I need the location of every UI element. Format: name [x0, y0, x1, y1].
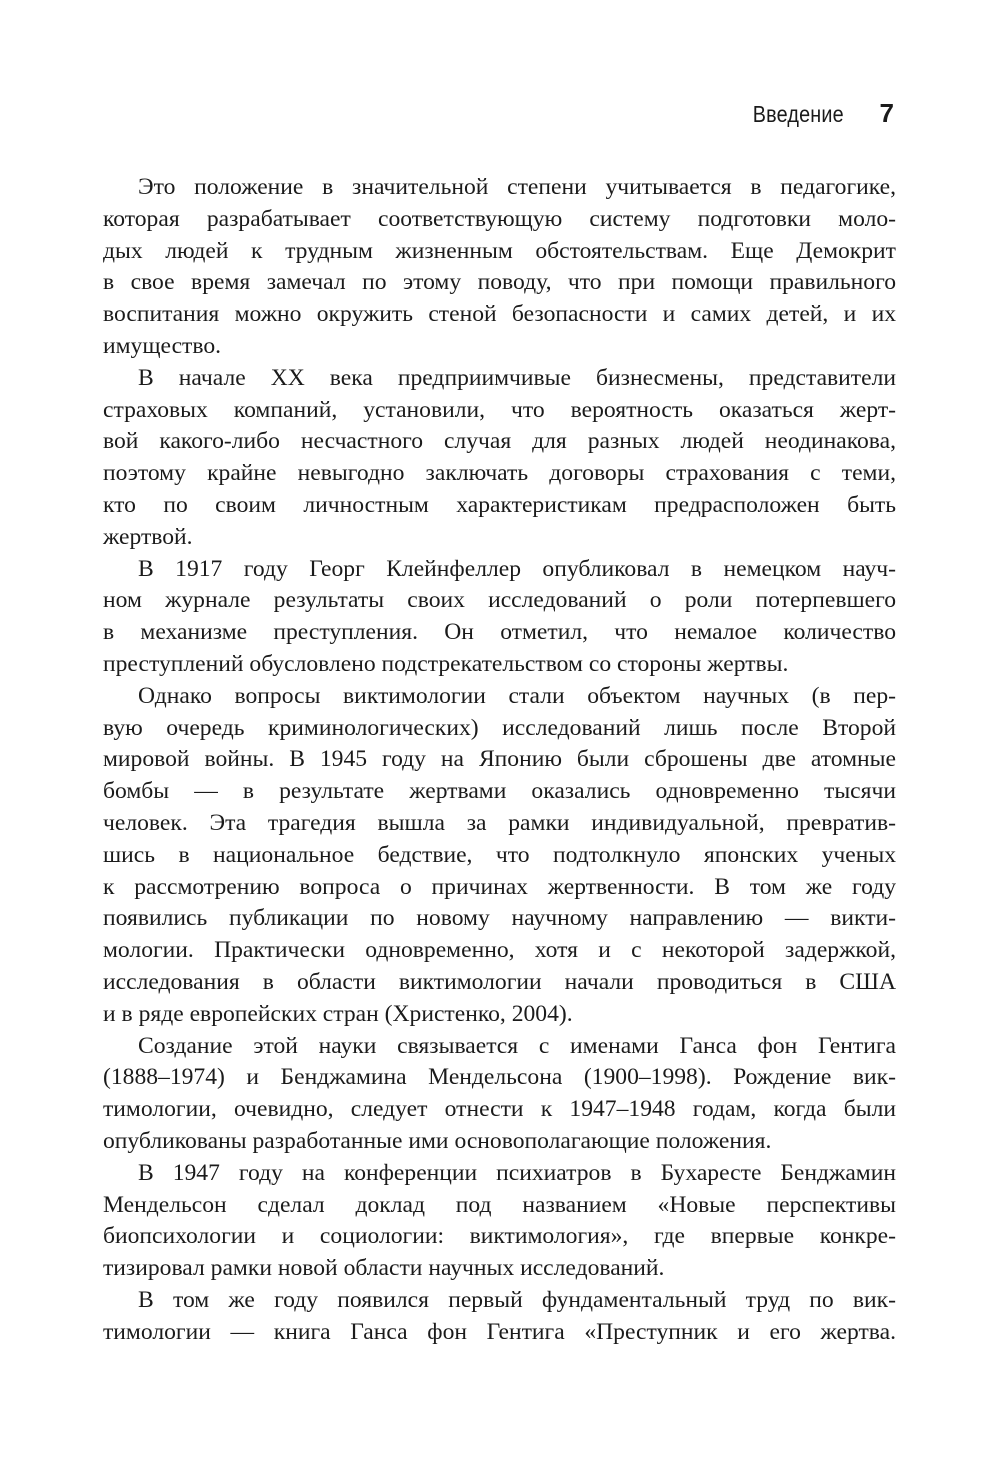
- section-title: Введение: [752, 101, 844, 127]
- text-line: шись в национальное бедствие, что подтолкнуло японских ученых: [103, 841, 896, 868]
- text-line: Создание этой науки связывается с именами Ганса фон Гентига: [138, 1032, 896, 1059]
- text-line: вой какого-либо несчастного случая для разных людей неодинакова,: [103, 428, 896, 455]
- text-line: воспитания можно окружить стеной безопасности и самих детей, и их: [103, 301, 896, 328]
- text-line: в свое время замечал по этому поводу, что при помощи правильного: [103, 269, 896, 296]
- paragraph: [103, 363, 896, 554]
- paragraph: [103, 1031, 896, 1158]
- text-line: появились публикации по новому научному направлению — викти-: [103, 905, 896, 932]
- text-line: вую очередь криминологических) исследований лишь после Второй: [103, 714, 896, 741]
- text-line: тимологии, очевидно, следует отнести к 1947–1948 годам, когда были: [103, 1096, 896, 1123]
- text-line: мологии. Практически одновременно, хотя и с некоторой задержкой,: [103, 937, 896, 964]
- text-line: тизировал рамки новой области научных исследований.: [103, 1255, 665, 1282]
- text-line: мировой войны. В 1945 году на Японию были сброшены две атомные: [103, 746, 896, 773]
- text-line: и в ряде европейских стран (Христенко, 2004).: [103, 1000, 573, 1027]
- running-header: [738, 98, 894, 129]
- body-text: [103, 172, 896, 1348]
- text-line: Это положение в значительной степени учитывается в педагогике,: [138, 174, 896, 200]
- text-line: человек. Эта трагедия вышла за рамки индивидуальной, превратив-: [103, 809, 896, 836]
- text-line: в механизме преступления. Он отметил, что немалое количество: [103, 619, 896, 646]
- paragraph: [103, 1285, 896, 1349]
- text-line: преступлений обусловлено подстрекательством со стороны жертвы.: [103, 650, 789, 677]
- paragraph: [103, 554, 896, 681]
- text-line: Однако вопросы виктимологии стали объектом научных (в пер-: [138, 682, 896, 709]
- text-line: ном журнале результаты своих исследований о роли потерпевшего: [103, 587, 896, 614]
- text-line: опубликованы разработанные ими основополагающие положения.: [103, 1127, 772, 1154]
- text-line: жертвой.: [103, 523, 193, 550]
- text-line: В том же году появился первый фундаментальный труд по вик-: [138, 1286, 896, 1313]
- text-line: к рассмотрению вопроса о причинах жертвенности. В том же году: [103, 873, 896, 900]
- text-line: дых людей к трудным жизненным обстоятельствам. Еще Демокрит: [103, 237, 896, 264]
- text-line: исследования в области виктимологии начали проводиться в США: [103, 968, 896, 995]
- text-line: В 1917 году Георг Клейнфеллер опубликовал в немецком науч-: [138, 555, 896, 582]
- text-line: В начале XX века предприимчивые бизнесмены, представители: [138, 364, 896, 391]
- text-line: бомбы — в результате жертвами оказались одновременно тысячи: [103, 778, 896, 805]
- paragraph: [103, 1158, 896, 1285]
- page-number: 7: [879, 98, 894, 128]
- text-line: которая разрабатывает соответствующую систему подготовки моло-: [103, 205, 896, 232]
- paragraph: [103, 681, 896, 1031]
- paragraph: [103, 172, 896, 363]
- text-line: (1888–1974) и Бенджамина Мендельсона (1900–1998). Рождение вик-: [103, 1064, 896, 1091]
- text-line: В 1947 году на конференции психиатров в Бухаресте Бенджамин: [138, 1159, 896, 1186]
- text-line: кто по своим личностным характеристикам предрасположен быть: [103, 491, 896, 518]
- text-line: тимологии — книга Ганса фон Гентига «Преступник и его жертва.: [103, 1318, 896, 1345]
- text-line: Мендельсон сделал доклад под названием «Новые перспективы: [103, 1191, 896, 1218]
- text-line: страховых компаний, установили, что вероятность оказаться жерт-: [103, 396, 896, 423]
- text-line: биопсихологии и социологии: виктимология», где впервые конкре-: [103, 1223, 896, 1250]
- text-line: имущество.: [103, 332, 222, 359]
- text-line: поэтому крайне невыгодно заключать договоры страхования с теми,: [103, 460, 896, 487]
